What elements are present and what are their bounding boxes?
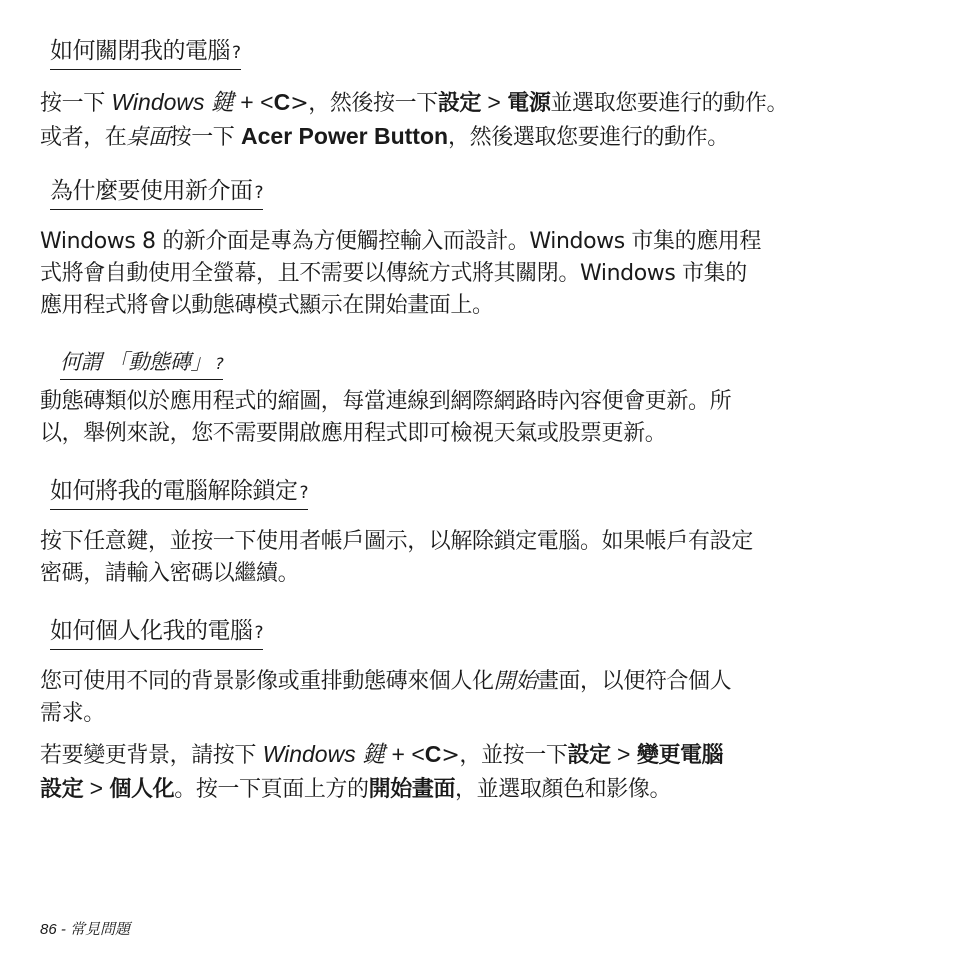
heading-text: 如何將我的電腦解除鎖定 (50, 478, 298, 504)
page-footer: 86 - 常見問題 (40, 920, 131, 938)
paragraph-line: 需求。 (40, 701, 105, 726)
question-mark: ? (254, 183, 264, 203)
change-pc-text: 變更電腦 (636, 743, 724, 768)
paragraph-line: 以，舉例來說，您不需要開啟應用程式即可檢視天氣或股票更新。 (40, 421, 667, 446)
paragraph-live-tiles (40, 386, 920, 450)
personalize-text: 個人化 (109, 777, 175, 802)
windows-key-text: Windows 鍵 (111, 89, 234, 115)
settings-text: 設定 (567, 743, 611, 768)
paragraph-line: 按一下 Windows 鍵 + <C>，然後按一下設定 > 電源並選取您要進行的動作。 (40, 89, 789, 116)
heading-personalize (50, 616, 263, 650)
settings-text: 設定 (40, 777, 84, 802)
paragraph-line: Windows 8 的新介面是專為方便觸控輸入而設計。Windows 市集的應用程 (40, 229, 761, 254)
key-c-text: C (273, 89, 291, 115)
paragraph-line: 密碼，請輸入密碼以繼續。 (40, 561, 300, 586)
paragraph-line: 設定 > 個人化。按一下頁面上方的開始畫面，並選取顏色和影像。 (40, 775, 672, 802)
power-text: 電源 (507, 91, 551, 116)
paragraph-line: 按下任意鍵，並按一下使用者帳戶圖示，以解除鎖定電腦。如果帳戶有設定 (40, 529, 753, 554)
paragraph-line: 式將會自動使用全螢幕，且不需要以傳統方式將其關閉。Windows 市集的 (40, 261, 747, 286)
paragraph-line: 應用程式將會以動態磚模式顯示在開始畫面上。 (40, 293, 494, 318)
key-c-text: C (424, 741, 442, 767)
question-mark: ? (299, 483, 309, 503)
heading-text: 為什麼要使用新介面 (50, 178, 253, 204)
paragraph-line: 您可使用不同的背景影像或重排動態磚來個人化開始畫面，以便符合個人 (40, 669, 732, 694)
heading-shutdown (50, 36, 241, 70)
paragraph-unlock (40, 526, 920, 590)
page-number: 86 (40, 921, 57, 938)
heading-unlock (50, 476, 308, 510)
paragraph-new-ui (40, 226, 920, 322)
heading-text: 如何個人化我的電腦 (50, 618, 253, 644)
acer-power-button-text: Acer Power Button (241, 123, 449, 149)
heading-text: 如何關閉我的電腦 (50, 38, 230, 64)
start-screen-text: 開始畫面 (368, 777, 456, 802)
settings-text: 設定 (437, 91, 482, 116)
question-mark: ? (232, 43, 241, 63)
subheading-text: 何謂 「動態磚」 (60, 350, 212, 374)
paragraph-line: 或者，在桌面按一下 Acer Power Button，然後選取您要進行的動作。 (40, 123, 729, 150)
paragraph-line: 動態磚類似於應用程式的縮圖，每當連線到網際網路時內容便會更新。所 (40, 389, 732, 414)
windows-key-text: Windows 鍵 (262, 741, 386, 767)
subheading-live-tiles (60, 348, 223, 380)
question-mark: ? (254, 623, 264, 643)
desktop-text: 桌面 (126, 125, 170, 150)
start-text: 開始 (493, 669, 537, 694)
footer-section-title: 常見問題 (70, 920, 131, 938)
paragraph-personalize-1 (40, 666, 920, 730)
paragraph-personalize-2 (40, 738, 920, 806)
heading-new-ui (50, 176, 263, 210)
question-mark: ? (215, 354, 224, 373)
paragraph-line: 若要變更背景，請按下 Windows 鍵 + <C>，並按一下設定 > 變更電腦 (40, 741, 724, 768)
paragraph-shutdown (40, 86, 920, 154)
